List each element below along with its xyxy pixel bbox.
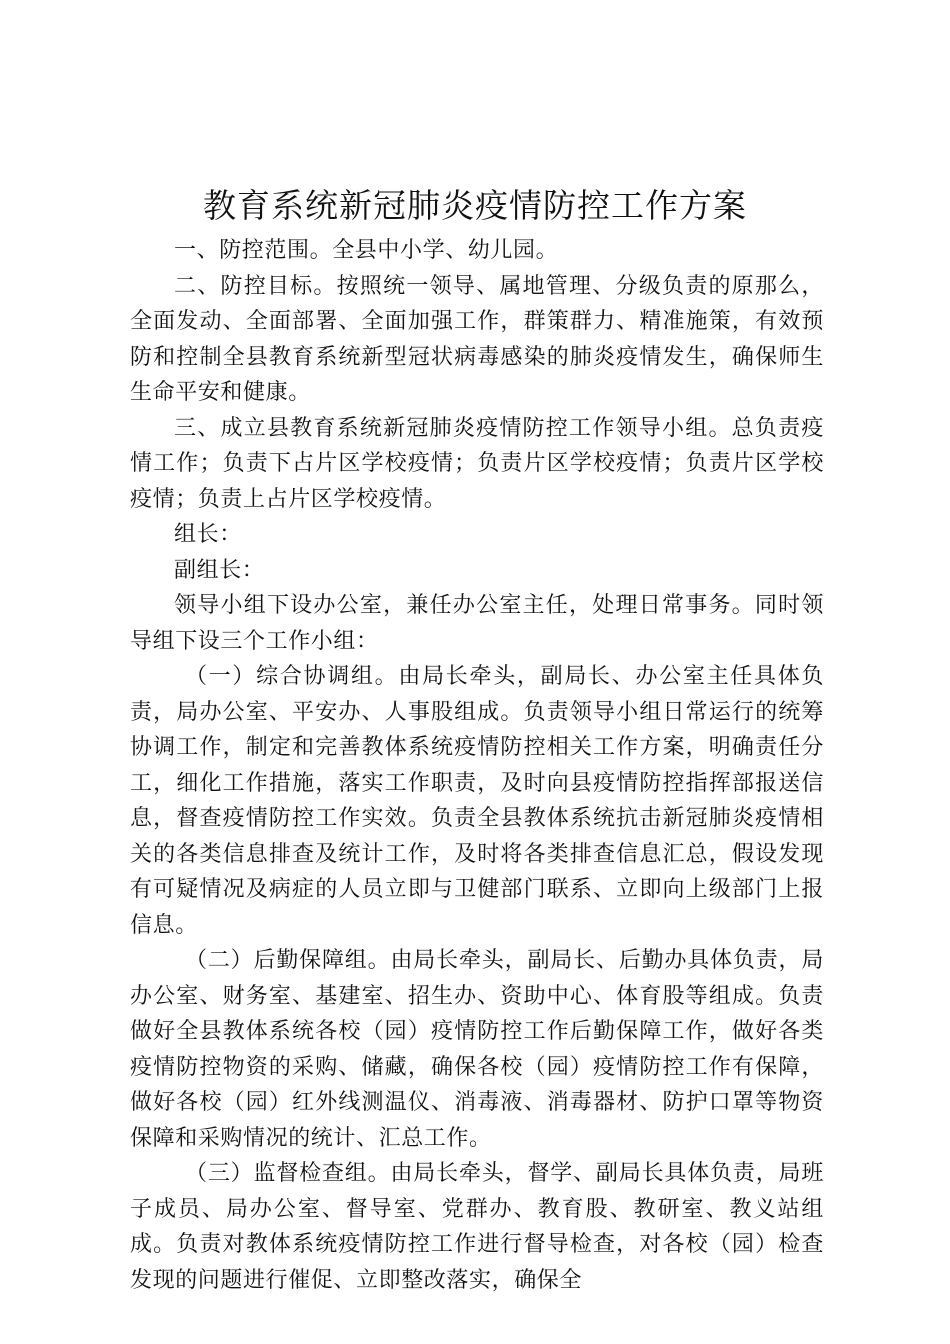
paragraph-logistics-group: （二）后勤保障组。由局长牵头，副局长、后勤办具体负责，局办公室、财务室、基建室、招生办、资助中心、体育股等组成。负责做好全县教体系统各校（园）疫情防控工作后勤保障工作，做好各类疫情防控物资的采购、储藏，确保各校（园）疫情防控工作有保障，做好各校（园）红外线测温仪、消毒液、消毒器材、防护口罩等物资保障和采购情况的统计、汇总工作。 [130,948,824,1151]
document-body [130,233,824,1298]
paragraph-leading-group: 三、成立县教育系统新冠肺炎疫情防控工作领导小组。总负责疫情工作；负责下占片区学校疫情；负责片区学校疫情；负责片区学校疫情；负责上占片区学校疫情。 [130,415,824,512]
paragraph-scope: 一、防控范围。全县中小学、幼儿园。 [174,238,559,263]
paragraph-coordination-group: （一）综合协调组。由局长牵头，副局长、办公室主任具体负责，局办公室、平安办、人事股组成。负责领导小组日常运行的统筹协调工作，制定和完善教体系统疫情防控相关工作方案，明确责任分工，细化工作措施，落实工作职责，及时向县疫情防控指挥部报送信息，督查疫情防控工作实效。负责全县教体系统抗击新冠肺炎疫情相关的各类信息排查及统计工作，及时将各类排查信息汇总，假设发现有可疑情况及病症的人员立即与卫健部门联系、立即向上级部门上报信息。 [130,664,824,938]
paragraph-office: 领导小组下设办公室，兼任办公室主任，处理日常事务。同时领导组下设三个工作小组： [130,593,824,654]
paragraph-goal: 二、防控目标。按照统一领导、属地管理、分级负责的原那么，全面发动、全面部署、全面加强工作，群策群力、精准施策，有效预防和控制全县教育系统新型冠状病毒感染的肺炎疫情发生，确保师生生命平安和健康。 [130,273,824,405]
document-title: 教育系统新冠肺炎疫情防控工作方案 [203,186,747,225]
paragraph-supervision-group: （三）监督检查组。由局长牵头，督学、副局长具体负责，局班子成员、局办公室、督导室、党群办、教育股、教研室、教义站组成。负责对教体系统疫情防控工作进行督导检查，对各校（园）检查发现的问题进行催促、立即整改落实，确保全 [130,1161,824,1293]
paragraph-deputy-leader: 副组长： [174,557,265,583]
paragraph-group-leader: 组长： [174,522,242,547]
